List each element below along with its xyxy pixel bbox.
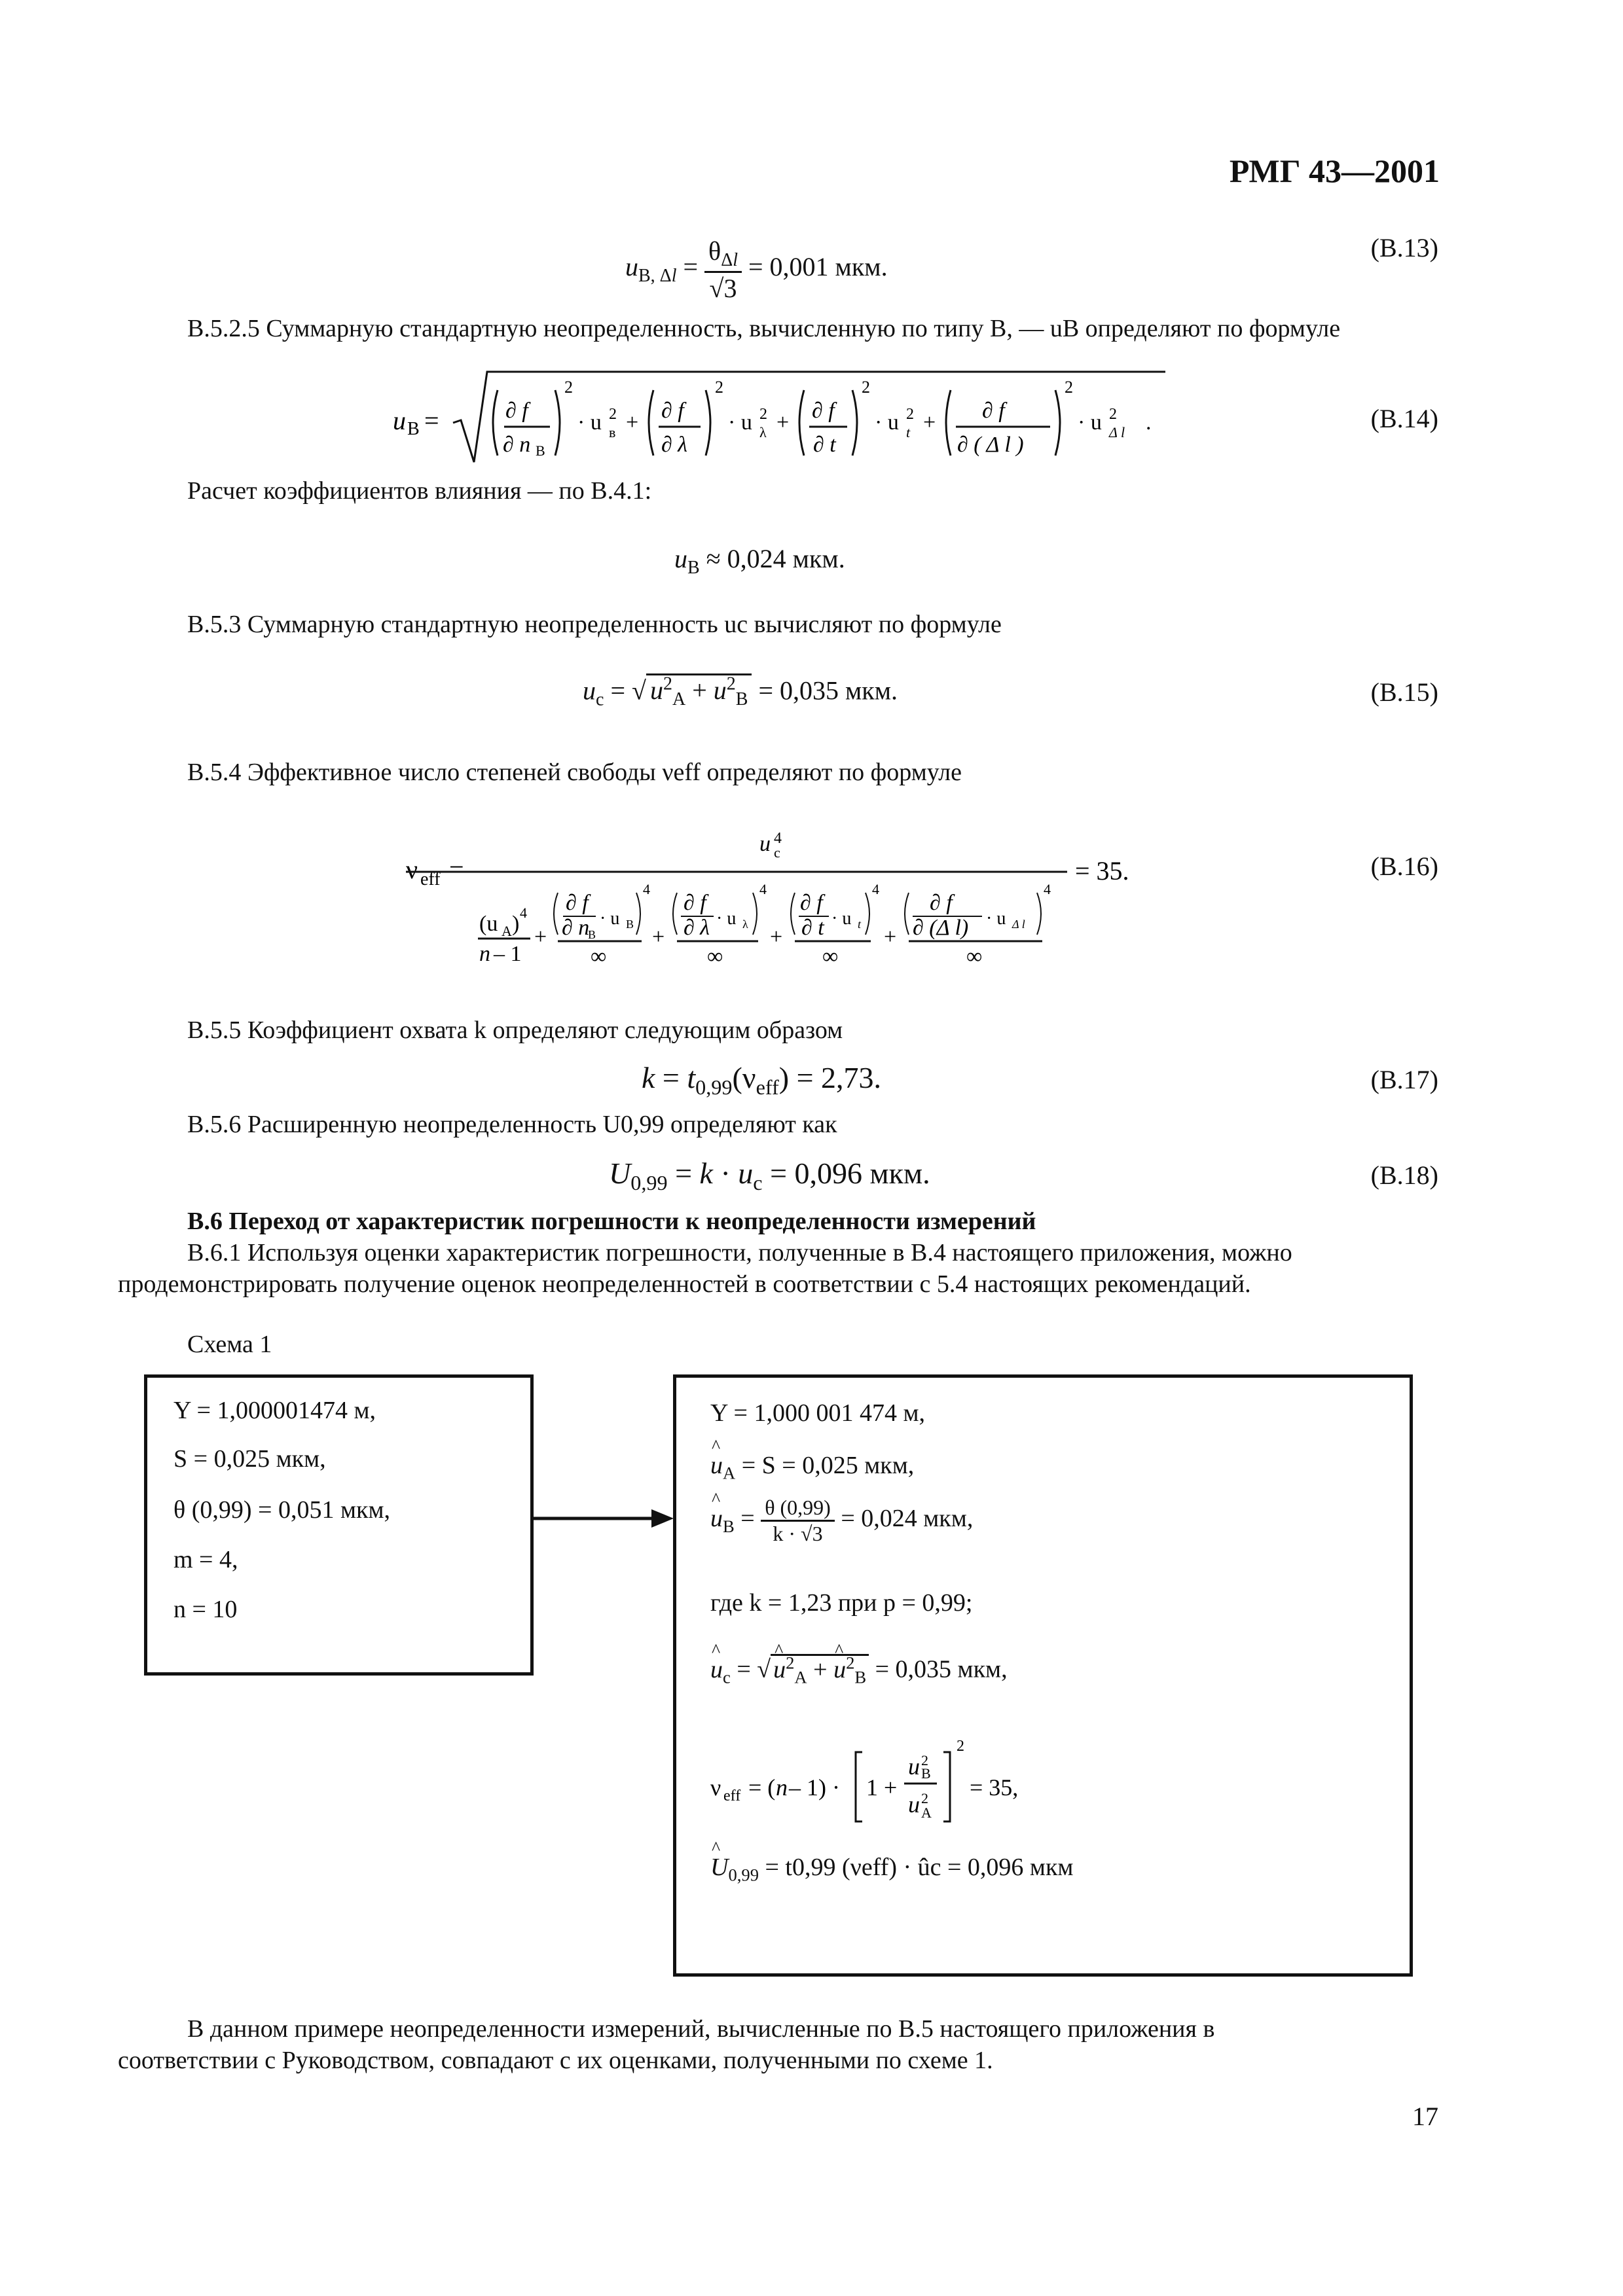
equation-ub-value: $u_B \approx 0,024$ мкм.	[674, 544, 845, 578]
svg-text:= 35.: = 35.	[1075, 856, 1129, 886]
svg-text:· u: · u	[716, 908, 737, 929]
svg-text:.: .	[1146, 410, 1152, 435]
svg-text:(u: (u	[479, 912, 498, 936]
svg-text:4: 4	[643, 881, 650, 897]
scheme-right-uc: ^ $u_c$ = √^ $u^2_A$ + ^ $u^2_B = 0,035$ мкм,	[710, 1653, 1008, 1687]
svg-text:4: 4	[520, 905, 527, 921]
svg-text:· u: · u	[600, 908, 620, 929]
paragraph-b53: В.5.3 Суммарную стандартную неопределенность uc вычисляют по формуле	[187, 611, 1002, 638]
eq-number-b18: (В.18)	[1370, 1160, 1438, 1190]
equation-b14-graphic	[393, 364, 1178, 475]
scheme-right-veff	[710, 1736, 1077, 1841]
svg-text:2: 2	[921, 1790, 928, 1806]
document-code: РМГ 43—2001	[1229, 152, 1440, 189]
paragraph-b525: В.5.2.5 Суммарную стандартную неопределенность, вычисленную по типу В, — uB определяют по формуле	[187, 315, 1341, 342]
svg-text:∞: ∞	[966, 944, 983, 969]
svg-text:∂ λ: ∂ λ	[661, 433, 688, 457]
svg-text:A: A	[501, 923, 512, 939]
scheme-left-n: n = 10	[173, 1596, 238, 1623]
svg-text:2: 2	[564, 378, 573, 397]
svg-text:+: +	[652, 925, 665, 949]
svg-text:t: t	[906, 424, 911, 440]
svg-text:+: +	[534, 925, 547, 949]
equation-b14	[393, 364, 1178, 482]
paragraph-b54: В.5.4 Эффективное число степеней свободы νeff определяют по формуле	[187, 759, 962, 786]
svg-text:∂ f: ∂ f	[505, 399, 528, 423]
svg-text:2: 2	[921, 1752, 928, 1768]
svg-text:t: t	[858, 918, 862, 931]
svg-text:2: 2	[715, 378, 723, 397]
svg-text:В: В	[588, 928, 596, 941]
scheme-arrow	[534, 1505, 674, 1532]
scheme-left-theta: θ (0,99) = 0,051 мкм,	[173, 1496, 390, 1524]
paragraph-b56: В.5.6 Расширенную неопределенность U0,99 определяют как	[187, 1111, 837, 1138]
scheme-label: Схема 1	[187, 1331, 272, 1358]
svg-text:В: В	[536, 442, 545, 459]
svg-text:B: B	[407, 419, 420, 439]
paragraph-b55: В.5.5 Коэффициент охвата k определяют следующим образом	[187, 1016, 843, 1044]
svg-text:∞: ∞	[822, 944, 839, 969]
equation-b18: $U_{0,99} = k \cdot u_c = 0,096$ мкм.	[609, 1157, 930, 1195]
eq-number-b15: (В.15)	[1370, 677, 1438, 707]
svg-text:eff: eff	[420, 869, 441, 889]
svg-text:u: u	[393, 406, 406, 435]
svg-text:λ: λ	[742, 918, 748, 931]
svg-text:∂ λ: ∂ λ	[684, 916, 710, 940]
eq-number-b17: (В.17)	[1370, 1065, 1438, 1094]
svg-text:Δ l: Δ l	[1012, 918, 1025, 931]
svg-text:∂ f: ∂ f	[930, 891, 953, 915]
svg-text:· u: · u	[875, 410, 899, 435]
scheme-left-m: m = 4,	[173, 1546, 238, 1573]
svg-text:· u: · u	[577, 410, 602, 435]
paragraph-final-line1: В данном примере неопределенности измерений, вычисленные по В.5 настоящего приложения в	[187, 2015, 1215, 2043]
equation-b16	[406, 826, 1159, 990]
svg-text:n: n	[776, 1774, 788, 1801]
svg-text:∂ n: ∂ n	[562, 916, 590, 940]
scheme-right-ub: ^ $u_B$ = $\frac{\theta (0,99)}{k \cdot √3}$ = 0,024 мкм,	[710, 1496, 973, 1546]
svg-text:2: 2	[957, 1738, 964, 1755]
scheme-right-u099: ^ $U_{0,99} = t0,99$ (νeff) · ûc = 0,096 мкм	[710, 1853, 1073, 1886]
svg-text:=: =	[424, 406, 439, 435]
svg-text:– 1) ·: – 1) ·	[789, 1774, 840, 1801]
svg-text:ν: ν	[406, 855, 418, 884]
svg-text:∂ f: ∂ f	[661, 399, 684, 423]
svg-text:∂ f: ∂ f	[684, 891, 706, 915]
svg-text:+: +	[884, 925, 897, 949]
svg-text:в: в	[609, 424, 616, 440]
svg-text:2: 2	[759, 406, 767, 423]
svg-text:∞: ∞	[591, 944, 607, 969]
scheme-left-s: S = 0,025 мкм,	[173, 1445, 326, 1473]
scheme-output-box	[673, 1374, 1413, 1977]
svg-text:∂ f: ∂ f	[566, 891, 589, 915]
scheme-left-y: Y = 1,000001474 м,	[173, 1397, 376, 1424]
svg-text:∂ (Δ l): ∂ (Δ l)	[913, 916, 969, 940]
svg-text:В: В	[626, 918, 634, 931]
svg-text:c: c	[774, 844, 780, 861]
svg-text:+: +	[923, 410, 936, 435]
equation-b17: $k = t_{0,99}(\nu_{eff}) = 2,73$.	[642, 1061, 882, 1100]
svg-text:4: 4	[759, 881, 767, 897]
eq-number-b14: (В.14)	[1370, 404, 1438, 433]
svg-text:2: 2	[609, 406, 617, 423]
svg-text:u: u	[908, 1791, 920, 1818]
svg-text:∂ f: ∂ f	[982, 399, 1005, 423]
svg-text:1 +: 1 +	[866, 1774, 898, 1801]
svg-text:· u: · u	[1078, 410, 1102, 435]
svg-text:=: =	[449, 855, 464, 884]
svg-text:4: 4	[872, 881, 879, 897]
veff-result: = 35,	[970, 1774, 1019, 1801]
paragraph-b61-line2: продемонстрировать получение оценок неопределенностей в соответствии с 5.4 настоящих рекомендаций.	[118, 1270, 1251, 1298]
svg-text:A: A	[921, 1804, 932, 1821]
svg-text:u: u	[759, 832, 771, 856]
scheme-right-where: где k = 1,23 при p = 0,99;	[710, 1589, 973, 1617]
svg-text:): )	[512, 912, 520, 936]
scheme-veff-graphic	[710, 1736, 1077, 1835]
svg-text:n: n	[479, 942, 490, 966]
svg-text:– 1: – 1	[494, 942, 522, 966]
paragraph-final-line2: соответствии с Руководством, совпадают с их оценками, полученными по схеме 1.	[118, 2047, 993, 2074]
svg-text:= (: = (	[748, 1774, 776, 1801]
equation-b16-graphic	[406, 826, 1159, 983]
svg-text:· u: · u	[986, 908, 1006, 929]
page-number: 17	[1412, 2102, 1438, 2131]
svg-text:∂ t: ∂ t	[801, 916, 824, 940]
svg-text:2: 2	[862, 378, 870, 397]
equation-b15: $u_c$ = √ $u^2_A + u^2_B = 0,035$ мкм.	[583, 674, 898, 710]
svg-text:+: +	[776, 410, 790, 435]
equation-b13: $u_{B, \Delta l}$ = $\frac{\theta_{\Delta l}}{√3}$ = 0,001 мкм.	[625, 236, 888, 303]
scheme-right-ua: ^ $u_A = S = 0,025$ мкм,	[710, 1451, 914, 1484]
svg-text:· u: · u	[728, 410, 752, 435]
paragraph-calc-coefficients: Расчет коэффициентов влияния — по В.4.1:	[187, 477, 652, 505]
svg-text:∂ f: ∂ f	[812, 399, 835, 423]
section-heading-b6: В.6 Переход от характеристик погрешности к неопределенности измерений	[187, 1208, 1036, 1235]
svg-text:2: 2	[1109, 406, 1117, 423]
svg-text:u: u	[908, 1753, 920, 1780]
svg-text:4: 4	[1044, 881, 1051, 897]
svg-text:∂ ( Δ l ): ∂ ( Δ l )	[957, 433, 1024, 457]
svg-text:eff: eff	[723, 1787, 741, 1804]
svg-text:4: 4	[774, 830, 782, 847]
svg-text:∂ n: ∂ n	[503, 433, 531, 457]
svg-text:∞: ∞	[707, 944, 723, 969]
svg-text:2: 2	[906, 406, 914, 423]
svg-text:2: 2	[1065, 378, 1073, 397]
svg-text:· u: · u	[831, 908, 852, 929]
svg-text:∂ t: ∂ t	[813, 433, 836, 457]
svg-text:ν: ν	[710, 1774, 721, 1801]
svg-text:+: +	[626, 410, 639, 435]
paragraph-b61-line1: В.6.1 Используя оценки характеристик погрешности, полученные в В.4 настоящего приложения, можно	[187, 1239, 1292, 1266]
svg-text:+: +	[770, 925, 783, 949]
svg-text:B: B	[921, 1765, 931, 1782]
svg-text:∂ f: ∂ f	[800, 891, 823, 915]
eq-number-b16: (В.16)	[1370, 852, 1438, 881]
scheme-input-box	[144, 1374, 534, 1676]
eq-number-b13: (В.13)	[1370, 233, 1438, 262]
svg-text:λ: λ	[759, 424, 767, 440]
svg-text:Δ l: Δ l	[1109, 424, 1125, 440]
scheme-right-y: Y = 1,000 001 474 м,	[710, 1399, 926, 1427]
